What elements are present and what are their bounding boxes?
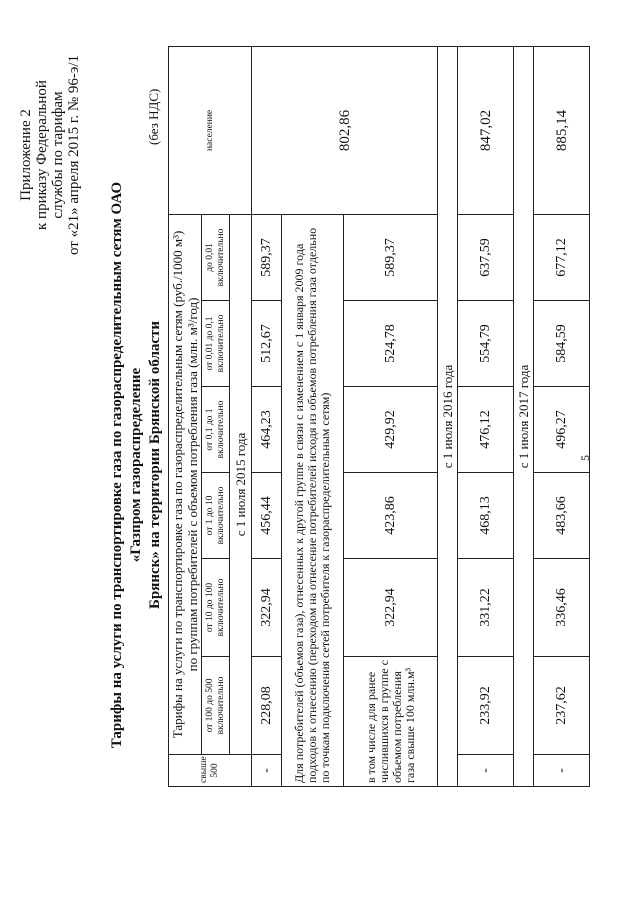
col-header-10-100: от 10 до 100 включительно: [202, 559, 230, 657]
col-header-100-500: от 100 до 500 включительно: [202, 657, 230, 755]
cell-2016-01-1: 476,12: [458, 387, 514, 473]
page-number: 5: [578, 455, 592, 461]
period-2016: с 1 июля 2016 года: [438, 46, 458, 786]
note-reassigned-consumers: Для потребителей (объемов газа), отнесенных к другой группе в связи с изменением с 1 января 2009 года подходов к отнесению (переходом на отнесение потребителей исходя из объемов потребления газа отдельно по точкам подключения сетей потребителя к газораспределительным сетям): [282, 214, 344, 786]
table-caption: [169, 214, 202, 754]
period-2015: с 1 июля 2015 года: [230, 214, 252, 754]
cell-2015-1-10: 456,44: [252, 473, 282, 559]
cell-2015-001-01: 512,67: [252, 301, 282, 387]
table-caption-sub: по группам потребителей с объемом потребления газа (млн. м³/год): [185, 297, 200, 672]
col-header-population: население: [169, 46, 252, 214]
col-header-1-10: от 1 до 10 включительно: [202, 473, 230, 559]
cell-2016-population: 847,02: [458, 46, 514, 214]
cell-2016-under-001: 637,59: [458, 214, 514, 300]
cell-2016-over-500: -: [458, 755, 514, 787]
cell-2015-population: 802,86: [252, 46, 438, 214]
appendix-line-2: к приказу Федеральной: [34, 80, 50, 230]
cell-2015r-under-001: 589,37: [344, 214, 438, 300]
cell-2017-10-100: 336,46: [534, 559, 590, 657]
cell-2015-under-001: 589,37: [252, 214, 282, 300]
cell-2017-1-10: 483,66: [534, 473, 590, 559]
cell-2016-100-500: 233,92: [458, 657, 514, 755]
cell-2017-population: 885,14: [534, 46, 590, 214]
cell-2017-001-01: 584,59: [534, 301, 590, 387]
appendix-line-4: от «21» апреля 2015 г. № 96-э/1: [66, 55, 82, 256]
vat-note: (без НДС): [146, 88, 161, 145]
appendix-line-3: службы по тарифам: [50, 91, 66, 219]
col-header-over-500: свыше 500: [169, 755, 252, 787]
cell-2016-001-01: 554,79: [458, 301, 514, 387]
cell-2015r-01-1: 429,92: [344, 387, 438, 473]
cell-2015-01-1: 464,23: [252, 387, 282, 473]
period-2017: с 1 июля 2017 года: [514, 46, 534, 786]
col-header-01-1: от 0,1 до 1 включительно: [202, 387, 230, 473]
cell-2015r-1-10: 423,86: [344, 473, 438, 559]
cell-2017-under-001: 677,12: [534, 214, 590, 300]
cell-2015-over-500: -: [252, 755, 282, 787]
document-title: [108, 175, 165, 755]
cell-2017-100-500: 237,62: [534, 657, 590, 755]
cell-2015r-10-100: 322,94: [344, 559, 438, 657]
tariff-table: [168, 46, 590, 787]
note-former-group-over-100: в том числе для ранее числившихся в группе с объемом потребления газа свыше 100 млн.м³: [344, 657, 438, 787]
title-line-2: Брянск» на территории Брянской области: [147, 320, 163, 610]
cell-2015-100-500: 228,08: [252, 657, 282, 755]
col-header-001-01: от 0,01 до 0,1 включительно: [202, 301, 230, 387]
cell-2015r-001-01: 524,78: [344, 301, 438, 387]
cell-2016-10-100: 331,22: [458, 559, 514, 657]
cell-2017-over-500: -: [534, 755, 590, 787]
cell-2016-1-10: 468,13: [458, 473, 514, 559]
table-caption-main: Тарифы на услуги по транспортировке газа по газораспределительным сетям (руб./1000 м³): [170, 230, 185, 739]
appendix-block: [18, 5, 82, 305]
cell-2015-10-100: 322,94: [252, 559, 282, 657]
title-line-1: Тарифы на услуги по транспортировке газа по газораспределительным сетям ОАО «Газпром газораспределение: [109, 181, 144, 749]
appendix-line-1: Приложение 2: [18, 109, 34, 201]
cell-2017-01-1: 496,27: [534, 387, 590, 473]
col-header-under-001: до 0,01 включительно: [202, 214, 230, 300]
